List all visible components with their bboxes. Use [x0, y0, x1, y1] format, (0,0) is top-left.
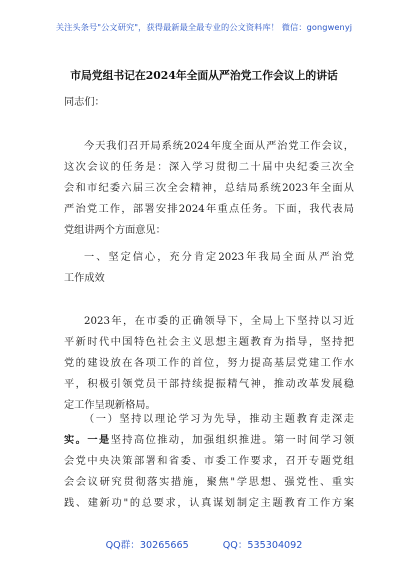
paragraph-line: 会会议研究贯彻落实措施，聚焦"学思想、强党性、重实 — [64, 477, 354, 488]
qq-number: QQ：535304092 — [222, 540, 303, 551]
paragraph-line: 平，积极引领党员干部持续提振精气神，推动改革发展稳 — [64, 379, 354, 390]
paragraph-line: 党的建设放在各项工作的首位，努力提高基层党建工作水 — [64, 358, 354, 369]
paragraph-line: 践、建新功"的总要求，认真谋划制定主题教育工作方案 — [64, 498, 354, 509]
paragraph-line: 严治党工作，部署安排2024年重点任务。下面，我代表局 — [64, 204, 354, 215]
paragraph-line: 定工作呈现新格局。 — [64, 400, 156, 411]
paragraph-achievements — [64, 311, 354, 416]
salutation-line: 同志们： — [64, 97, 105, 108]
header-promo-text: 关注头条号"公文研究"，获得最新最全最专业的公文资料库！ 微信：gongwenyj — [55, 22, 353, 32]
paragraph-line: 平新时代中国特色社会主义思想主题教育为指导，坚持把 — [64, 337, 354, 348]
heading-line: 一、坚定信心，充分肯定2023年我局全面从严治党 — [84, 252, 354, 263]
qq-group-number: QQ群：30265665 — [105, 540, 189, 551]
heading-line: 工作成效 — [64, 273, 105, 284]
paragraph-line: 这次会议的任务是：深入学习贯彻二十届中央纪委三次全 — [64, 162, 354, 173]
paragraph-line: （一）坚持以理论学习为先导，推动主题教育走深走 — [84, 414, 354, 425]
bold-lead-text: 实。一是 — [64, 434, 111, 446]
paragraph-line: 会党中央决策部署和省委、市委工作要求，召开专题党组 — [64, 456, 354, 467]
paragraph-theory-study — [64, 409, 354, 514]
paragraph-line: 党组讲两个方面意见： — [64, 225, 166, 236]
footer-contact — [0, 537, 408, 551]
salutation — [64, 92, 354, 113]
paragraph-line: 今天我们召开局系统2024年度全面从严治党工作会议， — [84, 141, 354, 152]
paragraph-text: 坚持高位推动，加强组织推进。第一时间学习领 — [110, 435, 354, 446]
paragraph-intro — [64, 136, 354, 241]
paragraph-line: 会和市纪委六届三次全会精神，总结局系统2023年全面从 — [64, 183, 354, 194]
section-heading-1 — [64, 247, 354, 289]
paragraph-line: 2023年，在市委的正确领导下，全局上下坚持以习近 — [84, 316, 354, 327]
paragraph-line-mixed — [64, 430, 354, 451]
document-title: 市局党组书记在2024年全面从严治党工作会议上的讲话 — [70, 69, 338, 82]
